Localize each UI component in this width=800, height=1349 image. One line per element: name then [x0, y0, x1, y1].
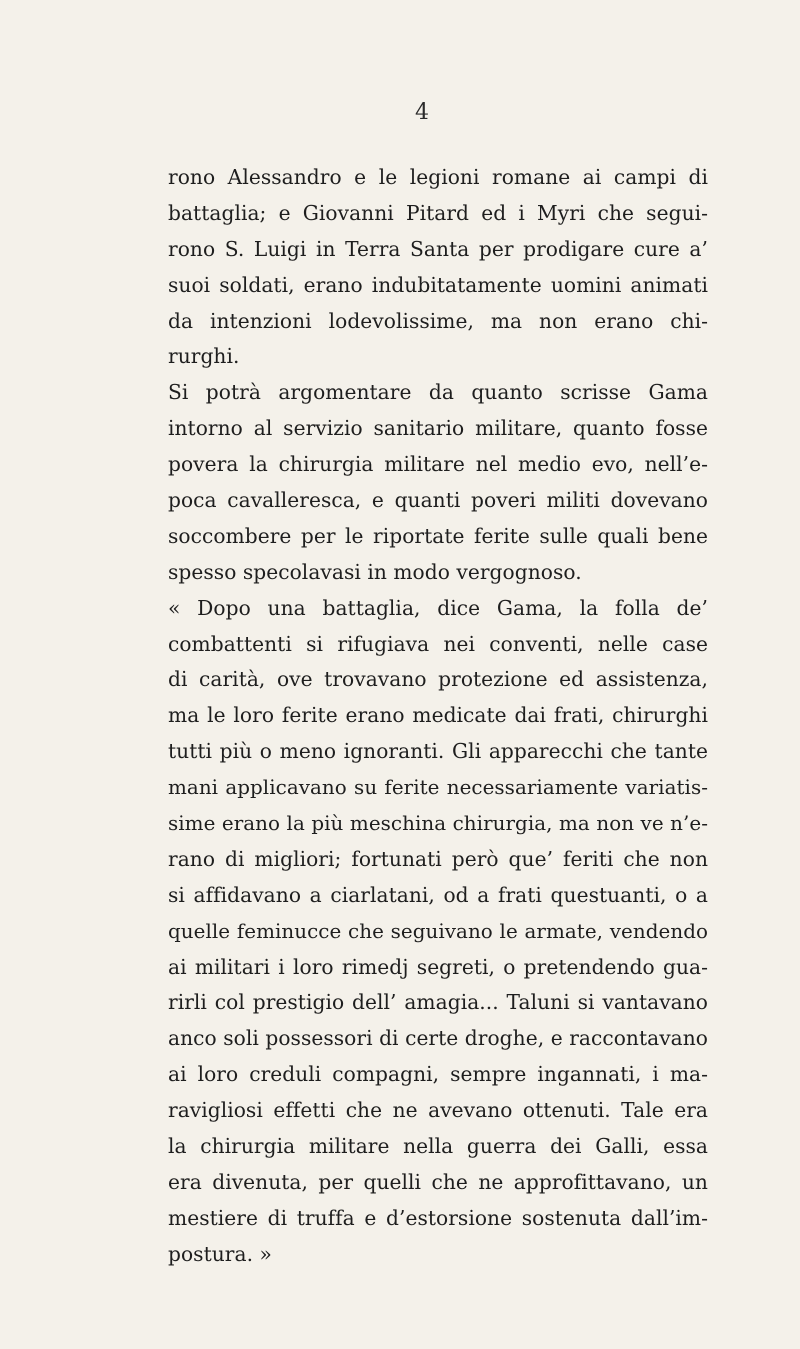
text-line: Si potrà argomentare da quanto scrisse Gama — [168, 380, 708, 405]
text-line: postura. » — [168, 1241, 272, 1266]
text-line: soccombere per le riportate ferite sulle quali bene — [168, 523, 708, 548]
text-line: la chirurgia militare nella guerra dei Galli, essa — [168, 1134, 708, 1159]
text-line: combattenti si rifugiava nei conventi, nelle case — [168, 631, 708, 656]
text-line: si affidavano a ciarlatani, od a frati questuanti, o a — [168, 882, 708, 907]
text-line: tutti più o meno ignoranti. Gli apparecchi che tante — [168, 739, 708, 764]
text-line: « Dopo una battaglia, dice Gama, la folla de’ — [168, 595, 708, 620]
text-line: ai militari i loro rimedj segreti, o pretendendo gua- — [168, 954, 708, 979]
text-line: rurghi. — [168, 344, 240, 369]
text-line: quelle feminucce che seguivano le armate, vendendo — [168, 919, 708, 943]
text-line: sime erano la più meschina chirurgia, ma non ve n’e- — [168, 812, 708, 836]
text-line: ma le loro ferite erano medicate dai frati, chirurghi — [168, 703, 708, 728]
text-line: battaglia; e Giovanni Pitard ed i Myri che segui- — [168, 200, 708, 225]
text-line: rano di migliori; fortunati però que’ feriti che non — [168, 846, 708, 871]
text-line: spesso specolavasi in modo vergognoso. — [168, 559, 582, 584]
text-line: rono Alessandro e le legioni romane ai campi di — [168, 165, 708, 189]
text-line: mani applicavano su ferite necessariamente variatis- — [168, 776, 708, 800]
text-line: ravigliosi effetti che ne avevano ottenuti. Tale era — [168, 1098, 708, 1123]
text-line: intorno al servizio sanitario militare, quanto fosse — [168, 416, 708, 441]
text-line: era divenuta, per quelli che ne approfittavano, un — [168, 1169, 708, 1194]
body-text — [168, 160, 708, 1273]
page-number: 4 — [415, 100, 429, 125]
text-line: suoi soldati, erano indubitatamente uomini animati — [168, 272, 708, 297]
text-line: mestiere di truffa e d’estorsione sostenuta dall’im- — [168, 1205, 708, 1230]
text-line: povera la chirurgia militare nel medio evo, nell’e- — [168, 452, 708, 477]
text-line: di carità, ove trovavano protezione ed assistenza, — [168, 667, 708, 692]
text-line: rirli col prestigio dell’ amagia... Taluni si vantavano — [168, 990, 708, 1015]
text-line: rono S. Luigi in Terra Santa per prodigare cure a’ — [168, 236, 708, 261]
text-line: anco soli possessori di certe droghe, e raccontavano — [168, 1026, 708, 1051]
text-line: poca cavalleresca, e quanti poveri militi dovevano — [168, 488, 708, 513]
text-line: ai loro creduli compagni, sempre ingannati, i ma- — [168, 1062, 708, 1087]
text-line: da intenzioni lodevolissime, ma non erano chi- — [168, 308, 708, 333]
